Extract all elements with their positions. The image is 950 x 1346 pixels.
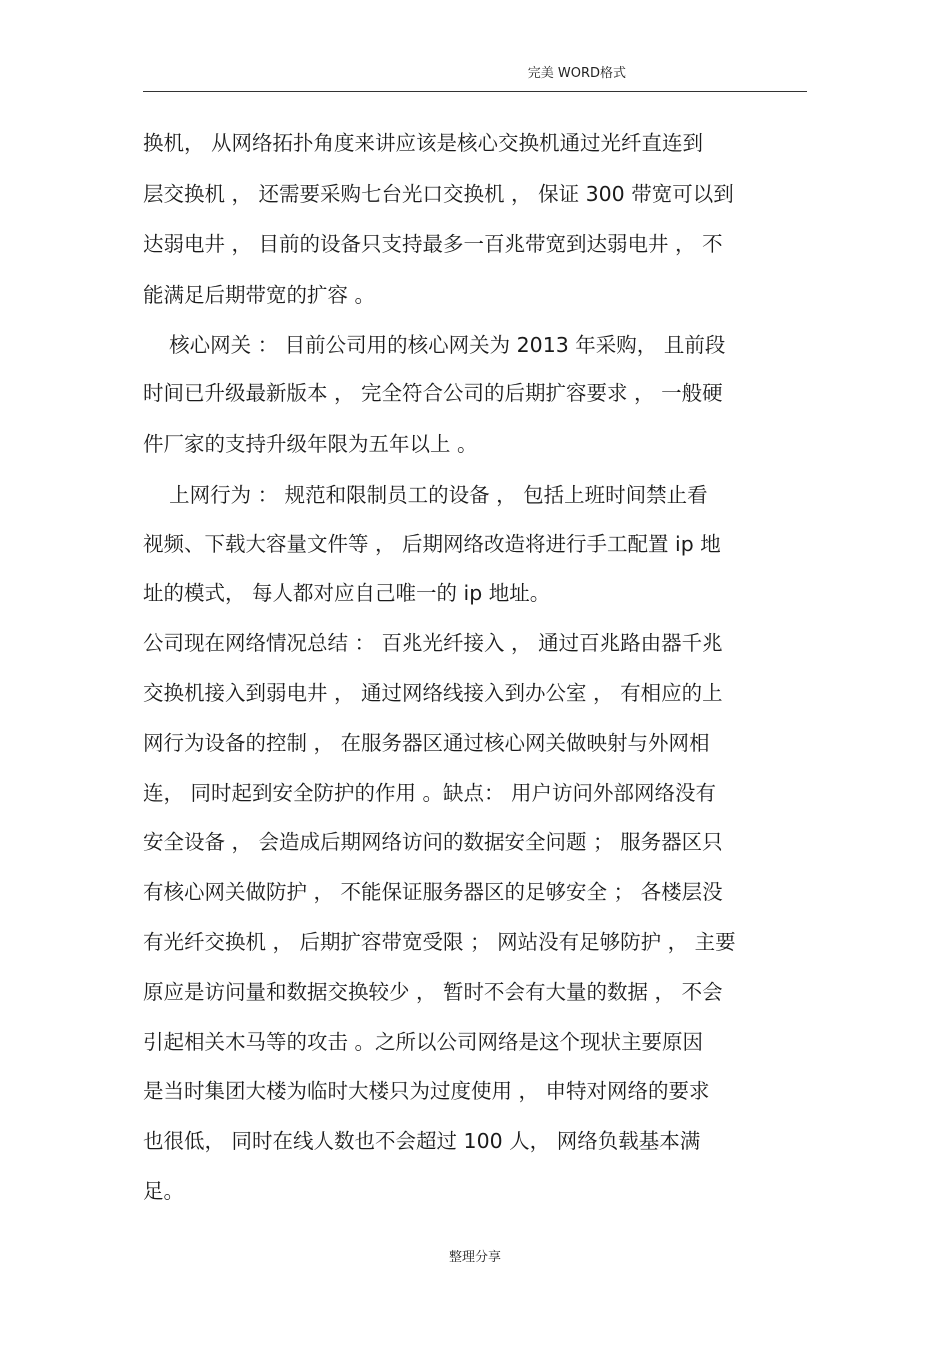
text-line: 引起相关木马等的攻击 。之所以公司网络是这个现状主要原因 — [143, 1030, 704, 1054]
text-line: 达弱电井 ， 目前的设备只支持最多一百兆带宽到达弱电井 ， 不 — [143, 232, 723, 256]
text-line: 公司现在网络情况总结 ： 百兆光纤接入 ， 通过百兆路由器千兆 — [143, 631, 723, 655]
page-footer: 整理分享 — [448, 1250, 501, 1265]
text-line: 也很低， 同时在线人数也不会超过 100 人， 网络负载基本满 — [143, 1129, 701, 1153]
text-line: 是当时集团大楼为临时大楼只为过度使用 ， 申特对网络的要求 — [143, 1079, 710, 1103]
text-line: 件厂家的支持升级年限为五年以上 。 — [143, 432, 478, 456]
page-header: 完美 WORD格式 — [527, 66, 626, 81]
text-line: 层交换机 ， 还需要采购七台光口交换机 ， 保证 300 带宽可以到 — [143, 182, 734, 206]
text-line: 有核心网关做防护 ， 不能保证服务器区的足够安全 ； 各楼层没 — [143, 880, 723, 904]
text-line: 换机， 从网络拓扑角度来讲应该是核心交换机通过光纤直连到 — [143, 131, 704, 155]
text-line: 能满足后期带宽的扩容 。 — [143, 283, 376, 307]
text-line: 原应是访问量和数据交换较少 ， 暂时不会有大量的数据 ， 不会 — [143, 980, 723, 1004]
text-line: 时间已升级最新版本 ， 完全符合公司的后期扩容要求 ， 一般硬 — [143, 381, 723, 405]
text-line: 足。 — [143, 1179, 184, 1203]
text-line: 交换机接入到弱电井 ， 通过网络线接入到办公室 ， 有相应的上 — [143, 681, 723, 705]
text-line: 视频、下载大容量文件等 ， 后期网络改造将进行手工配置 ip 地 — [143, 532, 721, 556]
text-line: 安全设备 ， 会造成后期网络访问的数据安全问题 ； 服务器区只 — [143, 830, 723, 854]
text-line: 上网行为 ： 规范和限制员工的设备 ， 包括上班时间禁止看 — [143, 483, 708, 507]
header-divider — [143, 91, 807, 92]
text-line: 有光纤交换机 ， 后期扩容带宽受限 ； 网站没有足够防护 ， 主要 — [143, 930, 736, 954]
text-line: 网行为设备的控制 ， 在服务器区通过核心网关做映射与外网相 — [143, 731, 710, 755]
text-line: 核心网关 ： 目前公司用的核心网关为 2013 年采购， 且前段 — [143, 333, 726, 357]
text-line: 址的模式， 每人都对应自己唯一的 ip 地址。 — [143, 581, 551, 605]
text-line: 连， 同时起到安全防护的作用 。缺点： 用户访问外部网络没有 — [143, 781, 717, 805]
